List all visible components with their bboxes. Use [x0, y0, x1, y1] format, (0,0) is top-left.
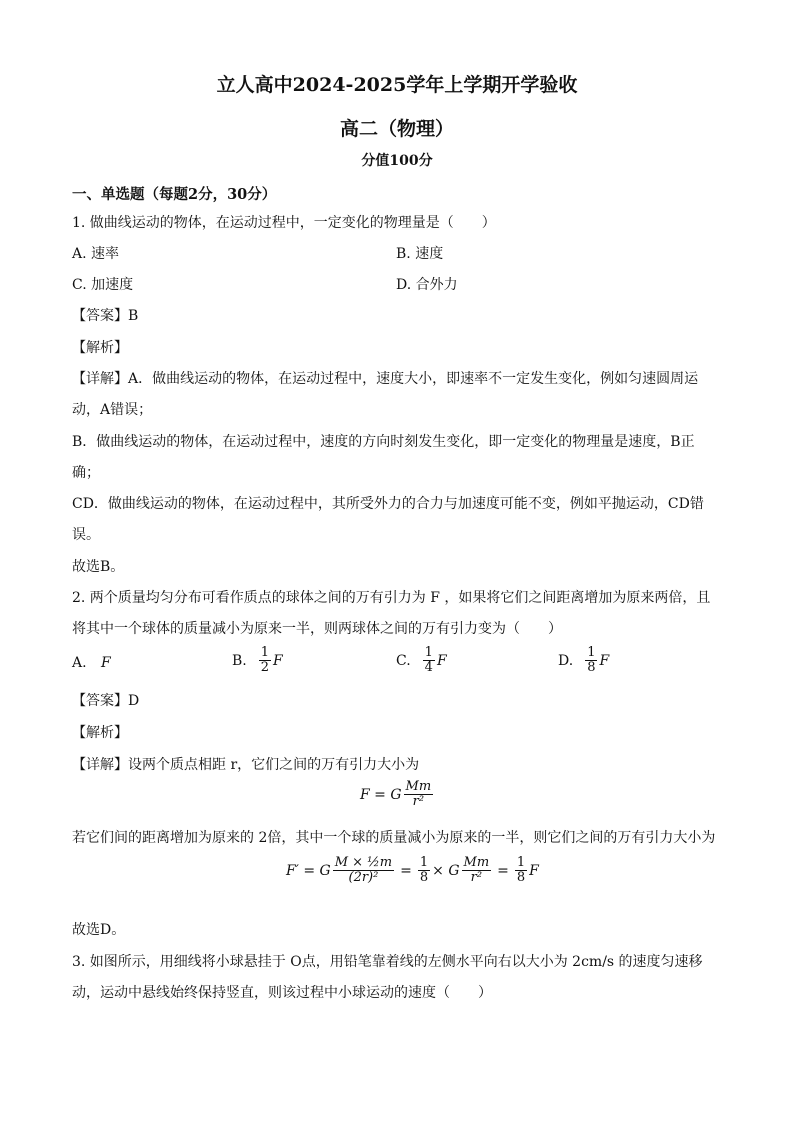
- q2-option-b: [232, 646, 283, 675]
- formula-lhs: F = G: [360, 786, 402, 803]
- q1-conclusion: 故选B。: [72, 559, 125, 575]
- fraction-numerator: M × ½m: [334, 855, 393, 870]
- q1-option-b: B. 速度: [396, 246, 444, 262]
- fraction-denominator: 8: [516, 870, 526, 885]
- section-heading: 一、单选题（每题2分，30分）: [72, 186, 277, 203]
- fraction-denominator: r²: [412, 794, 425, 809]
- option-label: A.: [72, 655, 87, 671]
- q1-detail-line: B．做曲线运动的物体，在运动过程中，速度的方向时刻发生变化，即一定变化的物理量是速度，B正: [72, 434, 695, 450]
- fraction-numerator: Mm: [405, 779, 432, 794]
- fraction: [404, 780, 434, 809]
- q2-option-c: [396, 646, 447, 675]
- q3-stem: 3. 如图所示，用细线将小球悬挂于 O点，用铅笔靠着线的左侧水平向右以大小为 2cm/s 的速度匀速移: [72, 954, 703, 970]
- q2-detail-line: 若它们间的距离增加为原来的 2倍，其中一个球的质量减小为原来的一半，则它们之间的万有引力大小为: [72, 830, 716, 846]
- q2-stem: 将其中一个球体的质量减小为原来一半，则两球体之间的万有引力变为（ ）: [72, 621, 562, 637]
- q2-conclusion: 故选D。: [72, 922, 126, 938]
- force-symbol: F: [599, 652, 610, 669]
- formula-lhs: F′ = G: [286, 862, 331, 879]
- fraction-denominator: 8: [587, 660, 596, 675]
- q2-option-a: [72, 653, 111, 673]
- q1-detail-line: 【详解】A．做曲线运动的物体，在运动过程中，速度大小，即速率不一定发生变化，例如匀速圆周运: [72, 371, 699, 387]
- fraction-denominator: (2r)²: [348, 870, 379, 885]
- q1-detail-line: 误。: [72, 527, 100, 543]
- fraction-denominator: 4: [424, 660, 433, 675]
- option-label: C.: [396, 652, 411, 669]
- fraction: [585, 646, 597, 675]
- fraction-numerator: 1: [424, 645, 433, 660]
- option-label: B.: [232, 652, 247, 669]
- fraction: [418, 856, 430, 885]
- fraction-denominator: 2: [260, 660, 270, 675]
- force-symbol: F: [273, 652, 283, 669]
- fraction-numerator: 1: [587, 645, 596, 660]
- fraction: [462, 856, 492, 885]
- fraction-denominator: 8: [419, 870, 429, 885]
- q2-answer: 【答案】D: [72, 693, 140, 709]
- fraction-numerator: Mm: [463, 855, 490, 870]
- q1-detail-line: 确；: [72, 465, 100, 481]
- q2-option-d: [558, 646, 609, 675]
- equals-sign: =: [400, 862, 412, 879]
- page-title: 立人高中2024-2025学年上学期开学验收: [216, 74, 578, 96]
- force-symbol: F: [436, 652, 447, 669]
- score-label: 分值100分: [361, 153, 433, 169]
- q1-detail-line: CD．做曲线运动的物体，在运动过程中，其所受外力的合力与加速度可能不变，例如平抛运动，CD错: [72, 496, 704, 512]
- fraction: [515, 856, 527, 885]
- q1-analysis-label: 【解析】: [72, 340, 128, 356]
- page-subtitle: 高二（物理）: [339, 118, 454, 140]
- fraction: [423, 646, 435, 675]
- times-g: × G: [432, 862, 460, 879]
- fraction-numerator: 1: [516, 855, 526, 870]
- q1-option-d: D. 合外力: [396, 277, 458, 293]
- q1-option-a: A. 速率: [72, 246, 120, 262]
- option-value: F: [101, 655, 111, 671]
- q1-stem: 1. 做曲线运动的物体，在运动过程中，一定变化的物理量是（ ）: [72, 215, 496, 231]
- equals-sign: =: [497, 862, 509, 879]
- force-symbol: F: [529, 862, 539, 879]
- fraction-numerator: 1: [419, 855, 429, 870]
- q1-option-c: C. 加速度: [72, 277, 134, 293]
- q2-detail-line: 【详解】设两个质点相距 r，它们之间的万有引力大小为: [72, 757, 420, 773]
- q1-answer: 【答案】B: [72, 308, 139, 324]
- q2-analysis-label: 【解析】: [72, 725, 128, 741]
- q2-stem: 2. 两个质量均匀分布可看作质点的球体之间的万有引力为 F ，如果将它们之间距离增加为原来两倍，且: [72, 590, 711, 606]
- option-label: D.: [558, 652, 574, 669]
- gravitation-formula: [360, 780, 435, 809]
- q3-stem: 动，运动中悬线始终保持竖直，则该过程中小球运动的速度（ ）: [72, 985, 492, 1001]
- fraction-denominator: r²: [470, 870, 483, 885]
- fraction: [333, 856, 394, 885]
- derived-formula: [286, 856, 539, 885]
- fraction-numerator: 1: [260, 645, 270, 660]
- fraction: [259, 646, 271, 675]
- q1-detail-line: 动，A错误；: [72, 402, 153, 418]
